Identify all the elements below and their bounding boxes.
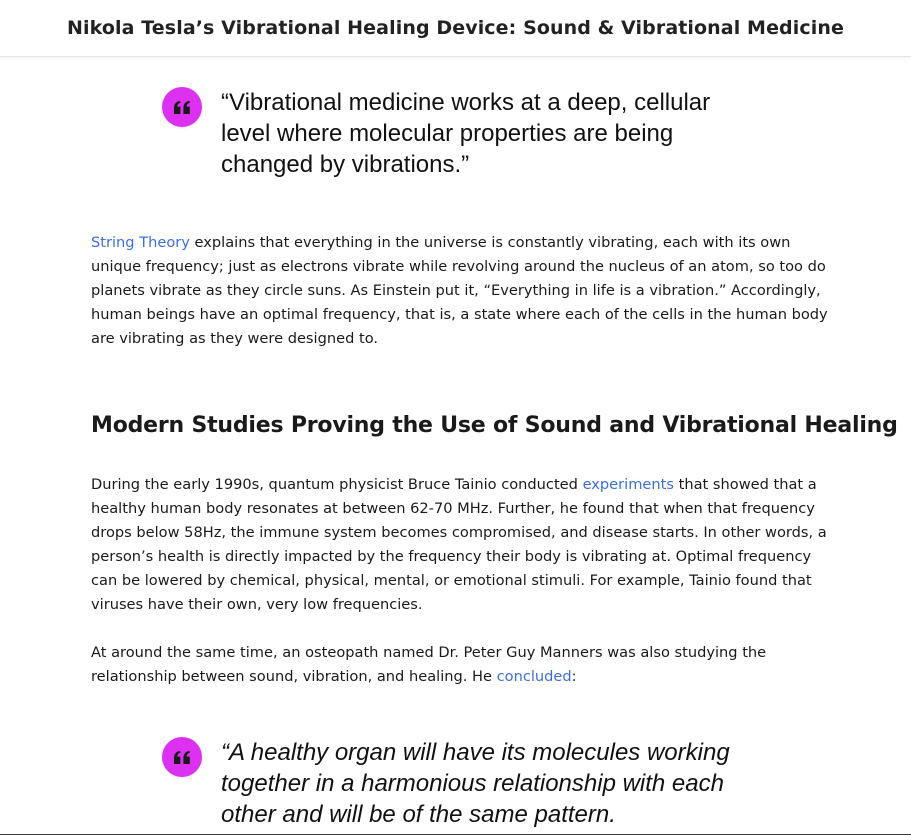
article-title: Nikola Tesla’s Vibrational Healing Device: Sound & Vibrational Medicine xyxy=(67,17,844,39)
paragraph-text-after: : xyxy=(571,668,577,685)
paragraph-text-before: During the early 1990s, quantum physicist Bruce Tainio conducted xyxy=(91,476,583,493)
string-theory-link[interactable]: String Theory xyxy=(91,234,190,251)
pull-quote-2 xyxy=(162,737,741,830)
pull-quote-1 xyxy=(162,87,721,180)
paragraph-text: explains that everything in the universe is constantly vibrating, each with its own unique frequency; just as electrons vibrate while revolving around the nucleus of an atom, so too do planets vibrate as they circle suns. As Einstein put it, “Everything in life is a vibration.” Accordingly, human beings have an optimal frequency, that is, a state where each of the cells in the human body are vibrating as they were designed to. xyxy=(91,234,828,347)
sticky-header xyxy=(0,0,911,57)
paragraph-text-before: At around the same time, an osteopath named Dr. Peter Guy Manners was also studying the relationship between sound, vibration, and healing. He xyxy=(91,644,767,685)
paragraph-text-after: that showed that a healthy human body resonates at between 62-70 MHz. Further, he found that when that frequency drops below 58Hz, the immune system becomes compromised, and disease starts. In other words, a person’s health is directly impacted by the frequency their body is vibrating at. Optimal frequency can be lowered by chemical, physical, mental, or emotional stimuli. For example, Tainio found that viruses have their own, very low frequencies. xyxy=(91,476,827,613)
quote-icon xyxy=(162,87,202,127)
quote-mark-glyph xyxy=(174,101,190,114)
concluded-link[interactable]: concluded xyxy=(496,668,572,685)
pull-quote-text: “A healthy organ will have its molecules working together in a harmonious relationship with each other and will be of the same pattern. xyxy=(221,739,730,828)
section-heading: Modern Studies Proving the Use of Sound and Vibrational Healing xyxy=(91,413,898,438)
quote-mark-glyph xyxy=(174,751,190,764)
experiments-link[interactable]: experiments xyxy=(582,476,674,493)
paragraph-manners xyxy=(91,641,841,689)
quote-icon xyxy=(162,737,202,777)
paragraph-string-theory xyxy=(91,231,841,351)
paragraph-tainio xyxy=(91,473,841,617)
pull-quote-text: “Vibrational medicine works at a deep, cellular level where molecular properties are being changed by vibrations.” xyxy=(221,89,711,178)
